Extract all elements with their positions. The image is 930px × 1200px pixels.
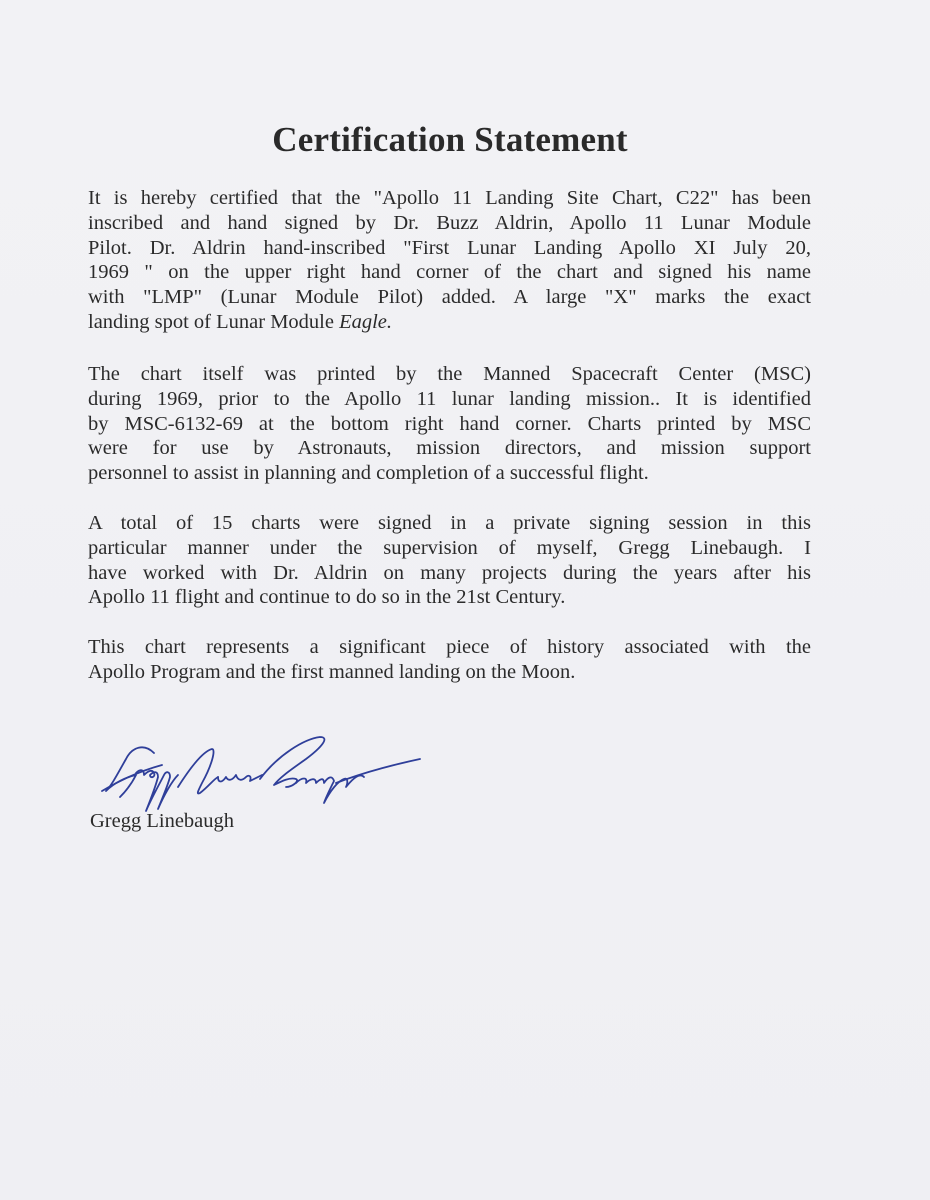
paragraph-line: personnel to assist in planning and completion of a successful flight. (88, 462, 649, 485)
paragraph-line: The chart itself was printed by the Manned Spacecraft Center (MSC) (88, 363, 811, 385)
paragraph-line: during 1969, prior to the Apollo 11 lunar landing mission.. It is identified (88, 387, 811, 410)
paragraph-line: with "LMP" (Lunar Module Pilot) added. A large "X" marks the exact (88, 286, 811, 309)
signer-name: Gregg Linebaugh (90, 810, 235, 832)
paragraph-line: It is hereby certified that the "Apollo 11 Landing Site Chart, C22" has been (88, 187, 811, 209)
paragraph-line: Pilot. Dr. Aldrin hand-inscribed "First Lunar Landing Apollo XI July 20, (88, 236, 811, 259)
paragraph-4 (88, 635, 811, 685)
paragraph-line: particular manner under the supervision of myself, Gregg Linebaugh. I (88, 536, 811, 559)
eagle-italic-text: Eagle. (339, 310, 393, 333)
document-title: Certification Statement (272, 120, 628, 159)
paragraph-3 (88, 511, 811, 610)
paragraph-line: A total of 15 charts were signed in a private signing session in this (88, 512, 811, 534)
paragraph-line: inscribed and hand signed by Dr. Buzz Aldrin, Apollo 11 Lunar Module (88, 211, 811, 234)
paragraph-line: This chart represents a significant piece of history associated with the (88, 636, 811, 658)
paragraph-line: 1969 " on the upper right hand corner of the chart and signed his name (88, 261, 811, 284)
paragraph-line: by MSC-6132-69 at the bottom right hand corner. Charts printed by MSC (88, 412, 811, 435)
handwritten-signature (92, 725, 432, 820)
paragraph-line-text: landing spot of Lunar Module (88, 310, 340, 333)
paragraph-2 (88, 362, 811, 486)
paragraph-line: Apollo Program and the first manned landing on the Moon. (88, 660, 576, 683)
paragraph-line: have worked with Dr. Aldrin on many projects during the years after his (88, 561, 811, 584)
paragraph-line: were for use by Astronauts, mission directors, and mission support (88, 437, 811, 460)
paragraph-1 (88, 186, 811, 335)
paragraph-line (88, 310, 811, 335)
paragraph-line: Apollo 11 flight and continue to do so in the 21st Century. (88, 586, 566, 609)
